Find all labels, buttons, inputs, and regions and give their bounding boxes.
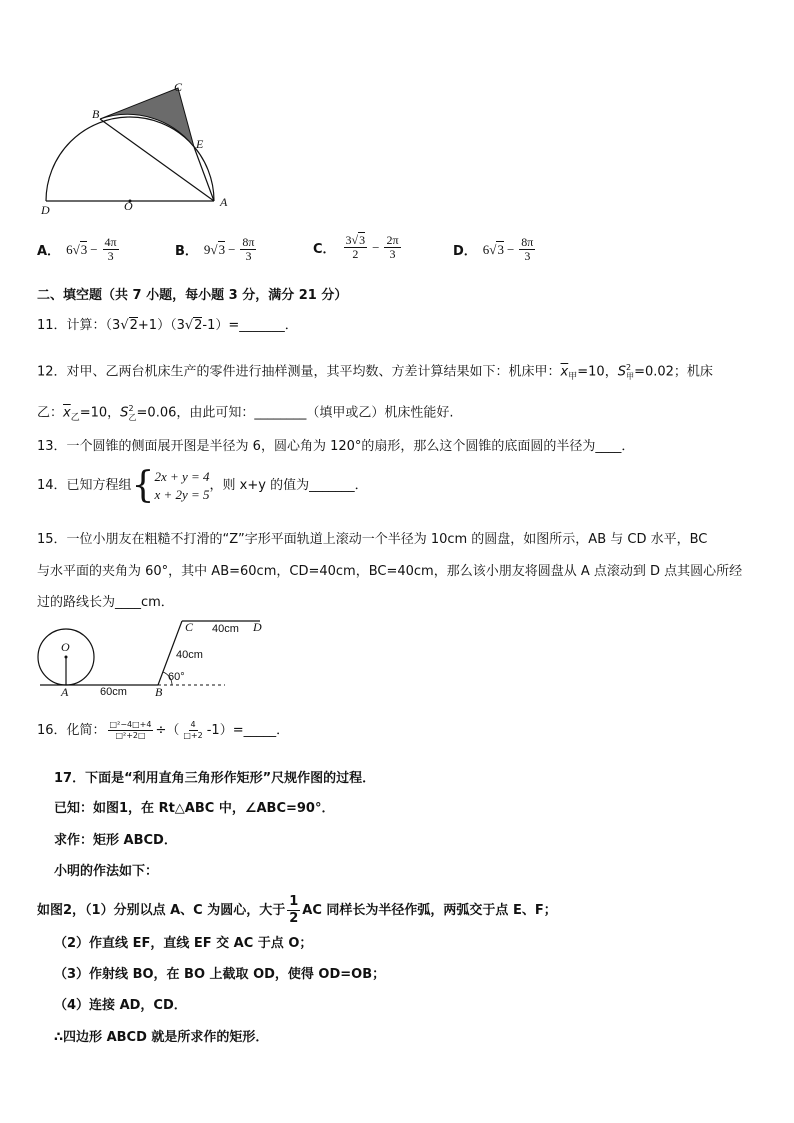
- label-c: C: [174, 80, 183, 94]
- fraction: [519, 236, 535, 263]
- numerator: 8π: [521, 235, 534, 249]
- choice-a[interactable]: [37, 236, 121, 263]
- numerator: 8π: [242, 235, 255, 249]
- q14-post: ，则 x+y 的值为_______．: [209, 478, 368, 493]
- q11-radicand-1: 2: [129, 318, 138, 333]
- semicircle-figure: [30, 75, 250, 220]
- numerator: 1: [289, 894, 299, 909]
- label-a2: A: [61, 685, 69, 699]
- q11-radicand-2: 2: [194, 318, 203, 333]
- label-cd-length: 40cm: [212, 623, 239, 635]
- equation-1: 2x + y = 4: [154, 469, 210, 484]
- radicand: 3: [497, 242, 504, 257]
- coef: 6: [482, 241, 490, 257]
- radicand: 3: [80, 242, 88, 257]
- coef: 9: [203, 241, 211, 257]
- step1-post: AC 同样长为半径作弧，两弧交于点 E、F；: [302, 902, 557, 918]
- denominator: 3: [524, 249, 531, 263]
- question-17-step4: （4）连接 AD，CD．: [54, 998, 187, 1013]
- center-point: [65, 656, 68, 659]
- choice-letter: B．: [175, 244, 198, 259]
- q11-pre: 11．计算：（3: [37, 318, 121, 333]
- coef: 6: [66, 241, 73, 257]
- subscript: 乙: [70, 412, 80, 423]
- variance-symbol: S: [617, 364, 626, 380]
- question-17-title: 17．下面是“利用直角三角形作矩形”尺规作图的过程．: [54, 771, 376, 786]
- question-17-method: 小明的作法如下：: [54, 864, 159, 879]
- label-d: D: [41, 203, 50, 217]
- denominator: 3: [107, 249, 114, 263]
- q16-pre: 16．化简：: [37, 722, 106, 738]
- sqrt-sign: √: [72, 241, 80, 257]
- question-15-line2: 与水平面的夹角为 60°，其中 AB=60cm，CD=40cm，BC=40cm，那么该小朋友将圆盘从 A 点滚动到 D 点其圆心所经: [37, 564, 743, 579]
- label-c2: C: [185, 620, 194, 634]
- label-d2: D: [253, 620, 262, 634]
- subscript: 乙: [128, 412, 137, 422]
- choice-letter: D．: [453, 244, 477, 259]
- line-ba: [100, 119, 214, 201]
- minus: −: [506, 241, 515, 257]
- fraction: [384, 234, 400, 261]
- question-17-step3: （3）作射线 BO，在 BO 上截取 OD，使得 OD=OB；: [54, 967, 386, 982]
- question-16: [37, 720, 289, 741]
- question-14: [37, 465, 368, 506]
- q12-value: =0.06，由此可知：________（填甲或乙）机床性能好.: [136, 405, 454, 421]
- subscript: 甲: [626, 371, 635, 381]
- question-17-step1: [37, 894, 557, 927]
- fraction: [344, 234, 368, 261]
- q12-text: 12．对甲、乙两台机床生产的零件进行抽样测量，其平均数、方差计算结果如下：机床甲：: [37, 364, 561, 380]
- q12-text: 乙：: [37, 405, 64, 421]
- denominator: □+2: [183, 731, 203, 740]
- denominator: 3: [389, 247, 396, 261]
- label-o: O: [124, 199, 133, 213]
- numerator: 4π: [104, 235, 117, 249]
- line-ec: [194, 147, 214, 201]
- minus: −: [228, 241, 236, 257]
- variance-symbol: S: [120, 405, 129, 421]
- choice-d[interactable]: [453, 236, 537, 263]
- q16-div: ÷（: [155, 722, 180, 738]
- equation-2: x + 2y = 5: [154, 487, 210, 502]
- radicand: 3: [218, 242, 226, 257]
- numerator: 4: [190, 720, 196, 729]
- choice-b[interactable]: [175, 236, 258, 263]
- step1-pre: 如图2，（1）分别以点 A、C 为圆心，大于: [37, 902, 286, 918]
- minus: −: [372, 239, 380, 255]
- coef: 3: [345, 233, 352, 247]
- sqrt-sign: √: [210, 241, 218, 257]
- label-b: B: [92, 107, 100, 121]
- equation-system: [154, 468, 209, 504]
- label-o2: O: [61, 640, 70, 654]
- label-bc-length: 40cm: [176, 649, 203, 661]
- fraction: [240, 236, 256, 263]
- label-e: E: [196, 137, 204, 151]
- fraction-2: [181, 720, 204, 741]
- denominator: 2: [289, 911, 299, 926]
- fraction: [103, 236, 119, 263]
- shaded-region: [100, 88, 194, 147]
- q14-pre: 14．已知方程组: [37, 478, 132, 493]
- superscript: 2: [128, 404, 134, 413]
- q11-mid: +1）（3: [137, 318, 185, 333]
- numerator: 2π: [386, 233, 399, 247]
- label-a: A: [220, 195, 228, 209]
- half-fraction: [287, 894, 300, 927]
- minus: −: [90, 241, 98, 257]
- denominator: □²+2□: [115, 731, 146, 740]
- label-ab-length: 60cm: [100, 686, 127, 698]
- question-17-ask: 求作：矩形 ABCD．: [54, 833, 177, 848]
- xbar-symbol: $\overline{x}$: [63, 405, 71, 421]
- subscript: 甲: [568, 371, 578, 382]
- label-b2: B: [155, 685, 163, 699]
- choice-letter: A．: [37, 244, 61, 259]
- question-17-known: 已知：如图1，在 Rt△ABC 中，∠ABC=90°．: [54, 801, 335, 816]
- question-12-line1: [37, 359, 713, 386]
- xbar-symbol: $\overline{x}$: [560, 364, 569, 380]
- q12-value: =10，: [79, 405, 121, 421]
- superscript: 2: [625, 363, 632, 372]
- question-11: 11．计算：（3√2+1）（3√2-1）=_______．: [37, 318, 298, 333]
- choice-c[interactable]: [313, 234, 403, 261]
- denominator: 3: [245, 249, 252, 263]
- q12-value: =10，: [577, 364, 618, 380]
- fraction-1: [108, 720, 154, 741]
- label-angle: 60°: [168, 671, 185, 683]
- question-17-step2: （2）作直线 EF，直线 EF 交 AC 于点 O；: [54, 936, 313, 951]
- section-heading: 二、填空题（共 7 小题，每小题 3 分，满分 21 分）: [37, 288, 348, 303]
- q11-post: -1）=_______．: [202, 318, 298, 333]
- question-17-conclusion: ∴四边形 ABCD 就是所求作的矩形．: [54, 1030, 269, 1045]
- sqrt-sign: √: [489, 241, 497, 257]
- choice-letter: C．: [313, 242, 336, 257]
- q16-post: -1）=_____．: [206, 722, 290, 738]
- numerator: □²−4□+4: [109, 720, 152, 729]
- numerator: 3√3: [345, 233, 366, 247]
- question-12-line2: [37, 400, 454, 427]
- radicand: 3: [359, 233, 366, 247]
- question-15-line3: 过的路线长为____cm．: [37, 595, 174, 610]
- question-15-line1: 15．一位小朋友在粗糙不打滑的“Z”字形平面轨道上滚动一个半径为 10cm 的圆盘，如图所示，AB 与 CD 水平，BC: [37, 532, 708, 547]
- denominator: 2: [352, 247, 359, 261]
- left-brace: {: [131, 465, 155, 506]
- q12-value: =0.02；机床: [634, 364, 713, 380]
- question-13: 13．一个圆锥的侧面展开图是半径为 6，圆心角为 120°的扇形，那么这个圆锥的底面圆的半径为____．: [37, 439, 635, 454]
